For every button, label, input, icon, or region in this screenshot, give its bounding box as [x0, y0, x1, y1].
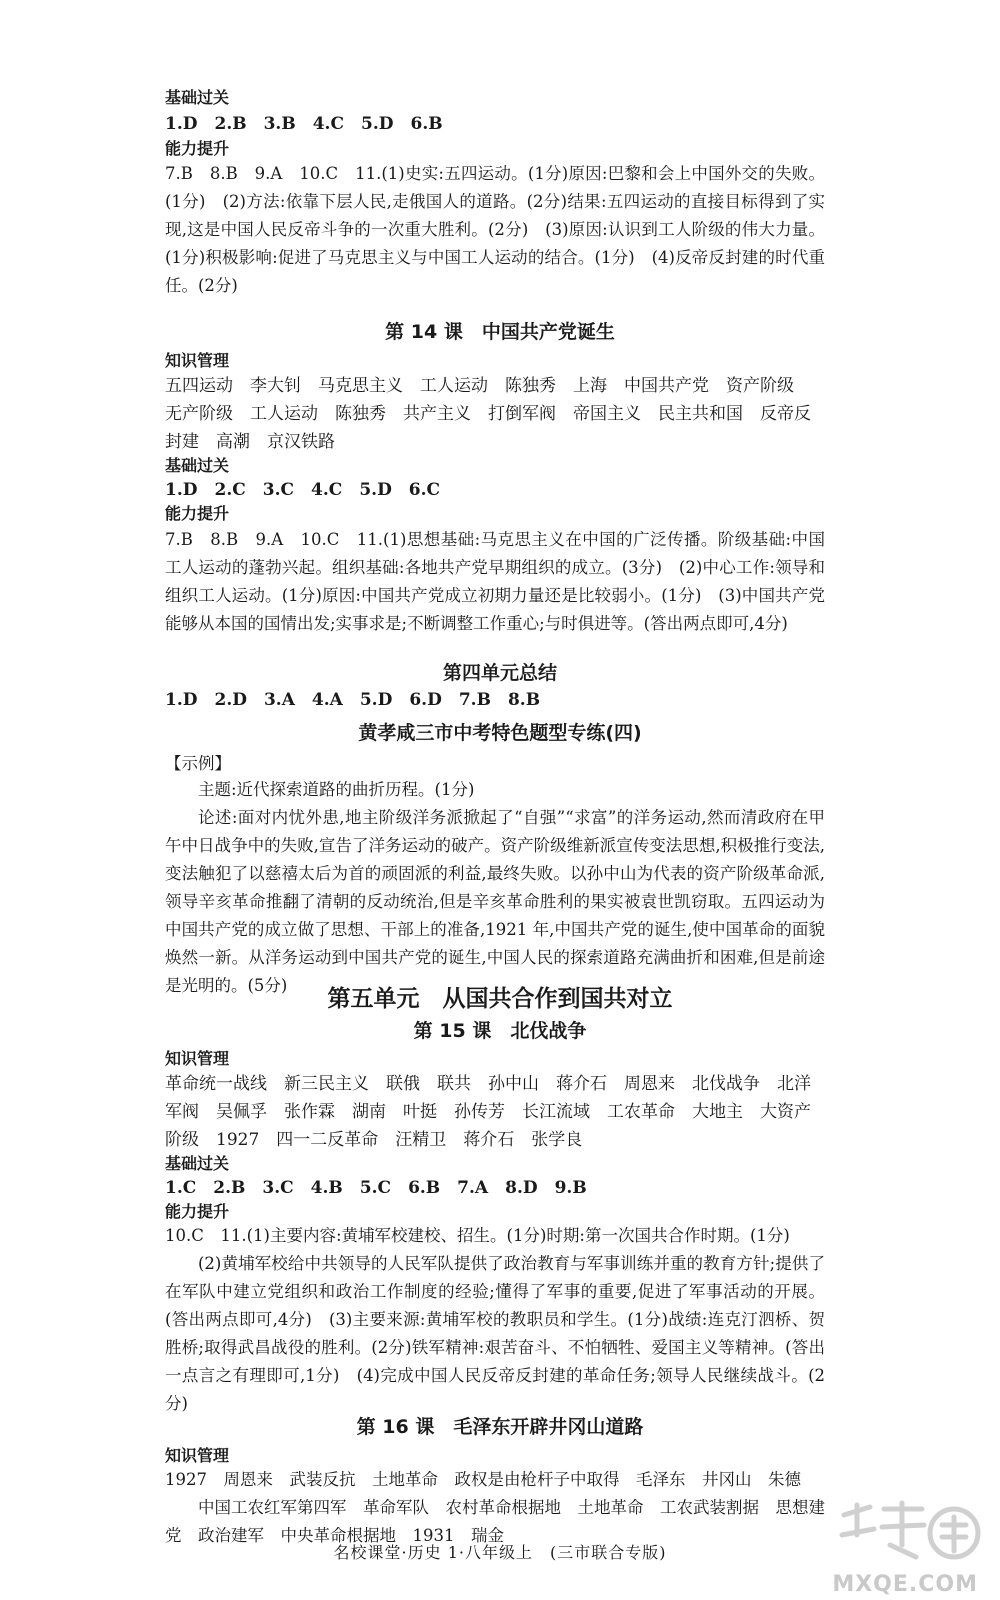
- knowledge-text: 革命统一战线 新三民主义 联俄 联共 孙中山 蒋介石 周恩来 北伐战争 北洋军阀 吴佩孚 张作霖 湖南 叶挺 孙传芳 长江流域 工农革命 大地主 大资产阶级 1927 四一二反革命 汪精卫 蒋介石 张学良: [165, 1074, 811, 1150]
- ability-text: 7.B 8.B 9.A 10.C 11.(1)思想基础:马克思主义在中国的广泛传播。阶级基础:中国工人运动的蓬勃兴起。组织基础:各地共产党早期组织的成立。(3分) (2)中心工作:领导和组织工人运动。(1分)原因:中国共产党成立初期力量还是比较弱小。(1分) (3)中国共产党能够从本国的国情出发;实事求是;不断调整工作重心;与时俱进等。(答出两点即可,4分): [165, 530, 825, 633]
- unit-4-summary-answers: 1.D 2.D 3.A 4.A 5.D 6.D 7.B 8.B: [165, 690, 541, 710]
- knowledge-label: 知识管理: [165, 1049, 230, 1068]
- basic-answers: 1.D 2.B 3.B 4.C 5.D 6.B: [165, 114, 443, 134]
- knowledge-line-1: 1927 周恩来 武装反抗 土地革命 政权是由枪杆子中取得 毛泽东 井冈山 朱德: [165, 1470, 801, 1489]
- lesson-16-title: 第 16 课 毛泽东开辟井冈山道路: [356, 1416, 644, 1438]
- ability-line-1: 10.C 11.(1)主要内容:黄埔军校建校、招生。(1分)时期:第一次国共合作时期。(1分): [165, 1226, 790, 1245]
- page-footer: 名校课堂·历史 1·八年级上 (三市联合专版): [333, 1543, 667, 1562]
- basic-label: 基础过关: [165, 1154, 230, 1173]
- basic-label: 基础过关: [165, 88, 230, 107]
- ability-label: 能力提升: [165, 504, 230, 523]
- unit-5-title: 第五单元 从国共合作到国共对立: [327, 986, 673, 1012]
- ability-text: [165, 1222, 825, 1418]
- lesson-15-title: 第 15 课 北伐战争: [413, 1020, 587, 1042]
- ability-rest: (2)黄埔军校给中共领导的人民军队提供了政治教育与军事训练并重的教育方针;提供了在军队中建立党组织和政治工作制度的经验;懂得了军事的重要,促进了军事活动的开展。(答出两点即可,4分) (3)主要来源:黄埔军校的教职员和学生。(1分)战绩:连克汀泗桥、贺胜桥;取得武昌战役的胜利。(2分)铁军精神:艰苦奋斗、不怕牺牲、爱国主义等精神。(答出一点言之有理即可,1分) (4)完成中国人民反帝反封建的革命任务;领导人民继续战斗。(2分): [165, 1254, 825, 1413]
- ability-label: 能力提升: [165, 1202, 230, 1221]
- theme-text: 主题:近代探索道路的曲折历程。(1分): [198, 780, 475, 799]
- ability-label: 能力提升: [165, 139, 230, 158]
- lesson-14-title: 第 14 课 中国共产党诞生: [385, 321, 615, 343]
- basic-label: 基础过关: [165, 456, 230, 475]
- special-practice-title: 黄孝咸三市中考特色题型专练(四): [358, 722, 642, 744]
- watermark-text: MXQE.COM: [832, 1572, 978, 1597]
- watermark-logo-icon: [832, 1495, 982, 1570]
- ability-text: 7.B 8.B 9.A 10.C 11.(1)史实:五四运动。(1分)原因:巴黎和会上中国外交的失败。(1分) (2)方法:依靠下层人民,走俄国人的道路。(2分)结果:五四运动的直接目标得到了实现,这是中国人民反帝斗争的一次重大胜利。(2分) (3)原因:认识到工人阶级的伟大力量。(1分)积极影响:促进了马克思主义与中国工人运动的结合。(1分) (4)反帝反封建的时代重任。(2分): [165, 164, 825, 295]
- argument-text: 论述:面对内忧外患,地主阶级洋务派掀起了“自强”“求富”的洋务运动,然而清政府在甲午中日战争中的失败,宣告了洋务运动的破产。资产阶级维新派宣传变法思想,积极推行变法,变法触犯了以慈禧太后为首的顽固派的利益,最终失败。以孙中山为代表的资产阶级革命派,领导辛亥革命推翻了清朝的反动统治,但是辛亥革命胜利的果实被袁世凯窃取。五四运动为中国共产党的成立做了思想、干部上的准备,1921 年,中国共产党的诞生,使中国革命的面貌焕然一新。从洋务运动到中国共产党的诞生,中国人民的探索道路充满曲折和困难,但是前途是光明的。(5分): [165, 808, 825, 995]
- example-label: 【示例】: [165, 754, 231, 773]
- knowledge-text: [165, 1466, 825, 1550]
- knowledge-label: 知识管理: [165, 351, 230, 370]
- knowledge-text: 五四运动 李大钊 马克思主义 工人运动 陈独秀 上海 中国共产党 资产阶级 无产阶级 工人运动 陈独秀 共产主义 打倒军阀 帝国主义 民主共和国 反帝反封建 高潮 京汉铁路: [165, 376, 811, 452]
- unit-4-summary-title: 第四单元总结: [442, 662, 557, 684]
- basic-answers: 1.C 2.B 3.C 4.B 5.C 6.B 7.A 8.D 9.B: [165, 1178, 587, 1198]
- knowledge-rest: 中国工农红军第四军 革命军队 农村革命根据地 土地革命 工农武装割据 思想建党 政治建军 中央革命根据地 1931 瑞金: [165, 1498, 825, 1545]
- basic-answers: 1.D 2.C 3.C 4.C 5.D 6.C: [165, 480, 441, 500]
- knowledge-label: 知识管理: [165, 1446, 230, 1465]
- special-body: [165, 776, 825, 1000]
